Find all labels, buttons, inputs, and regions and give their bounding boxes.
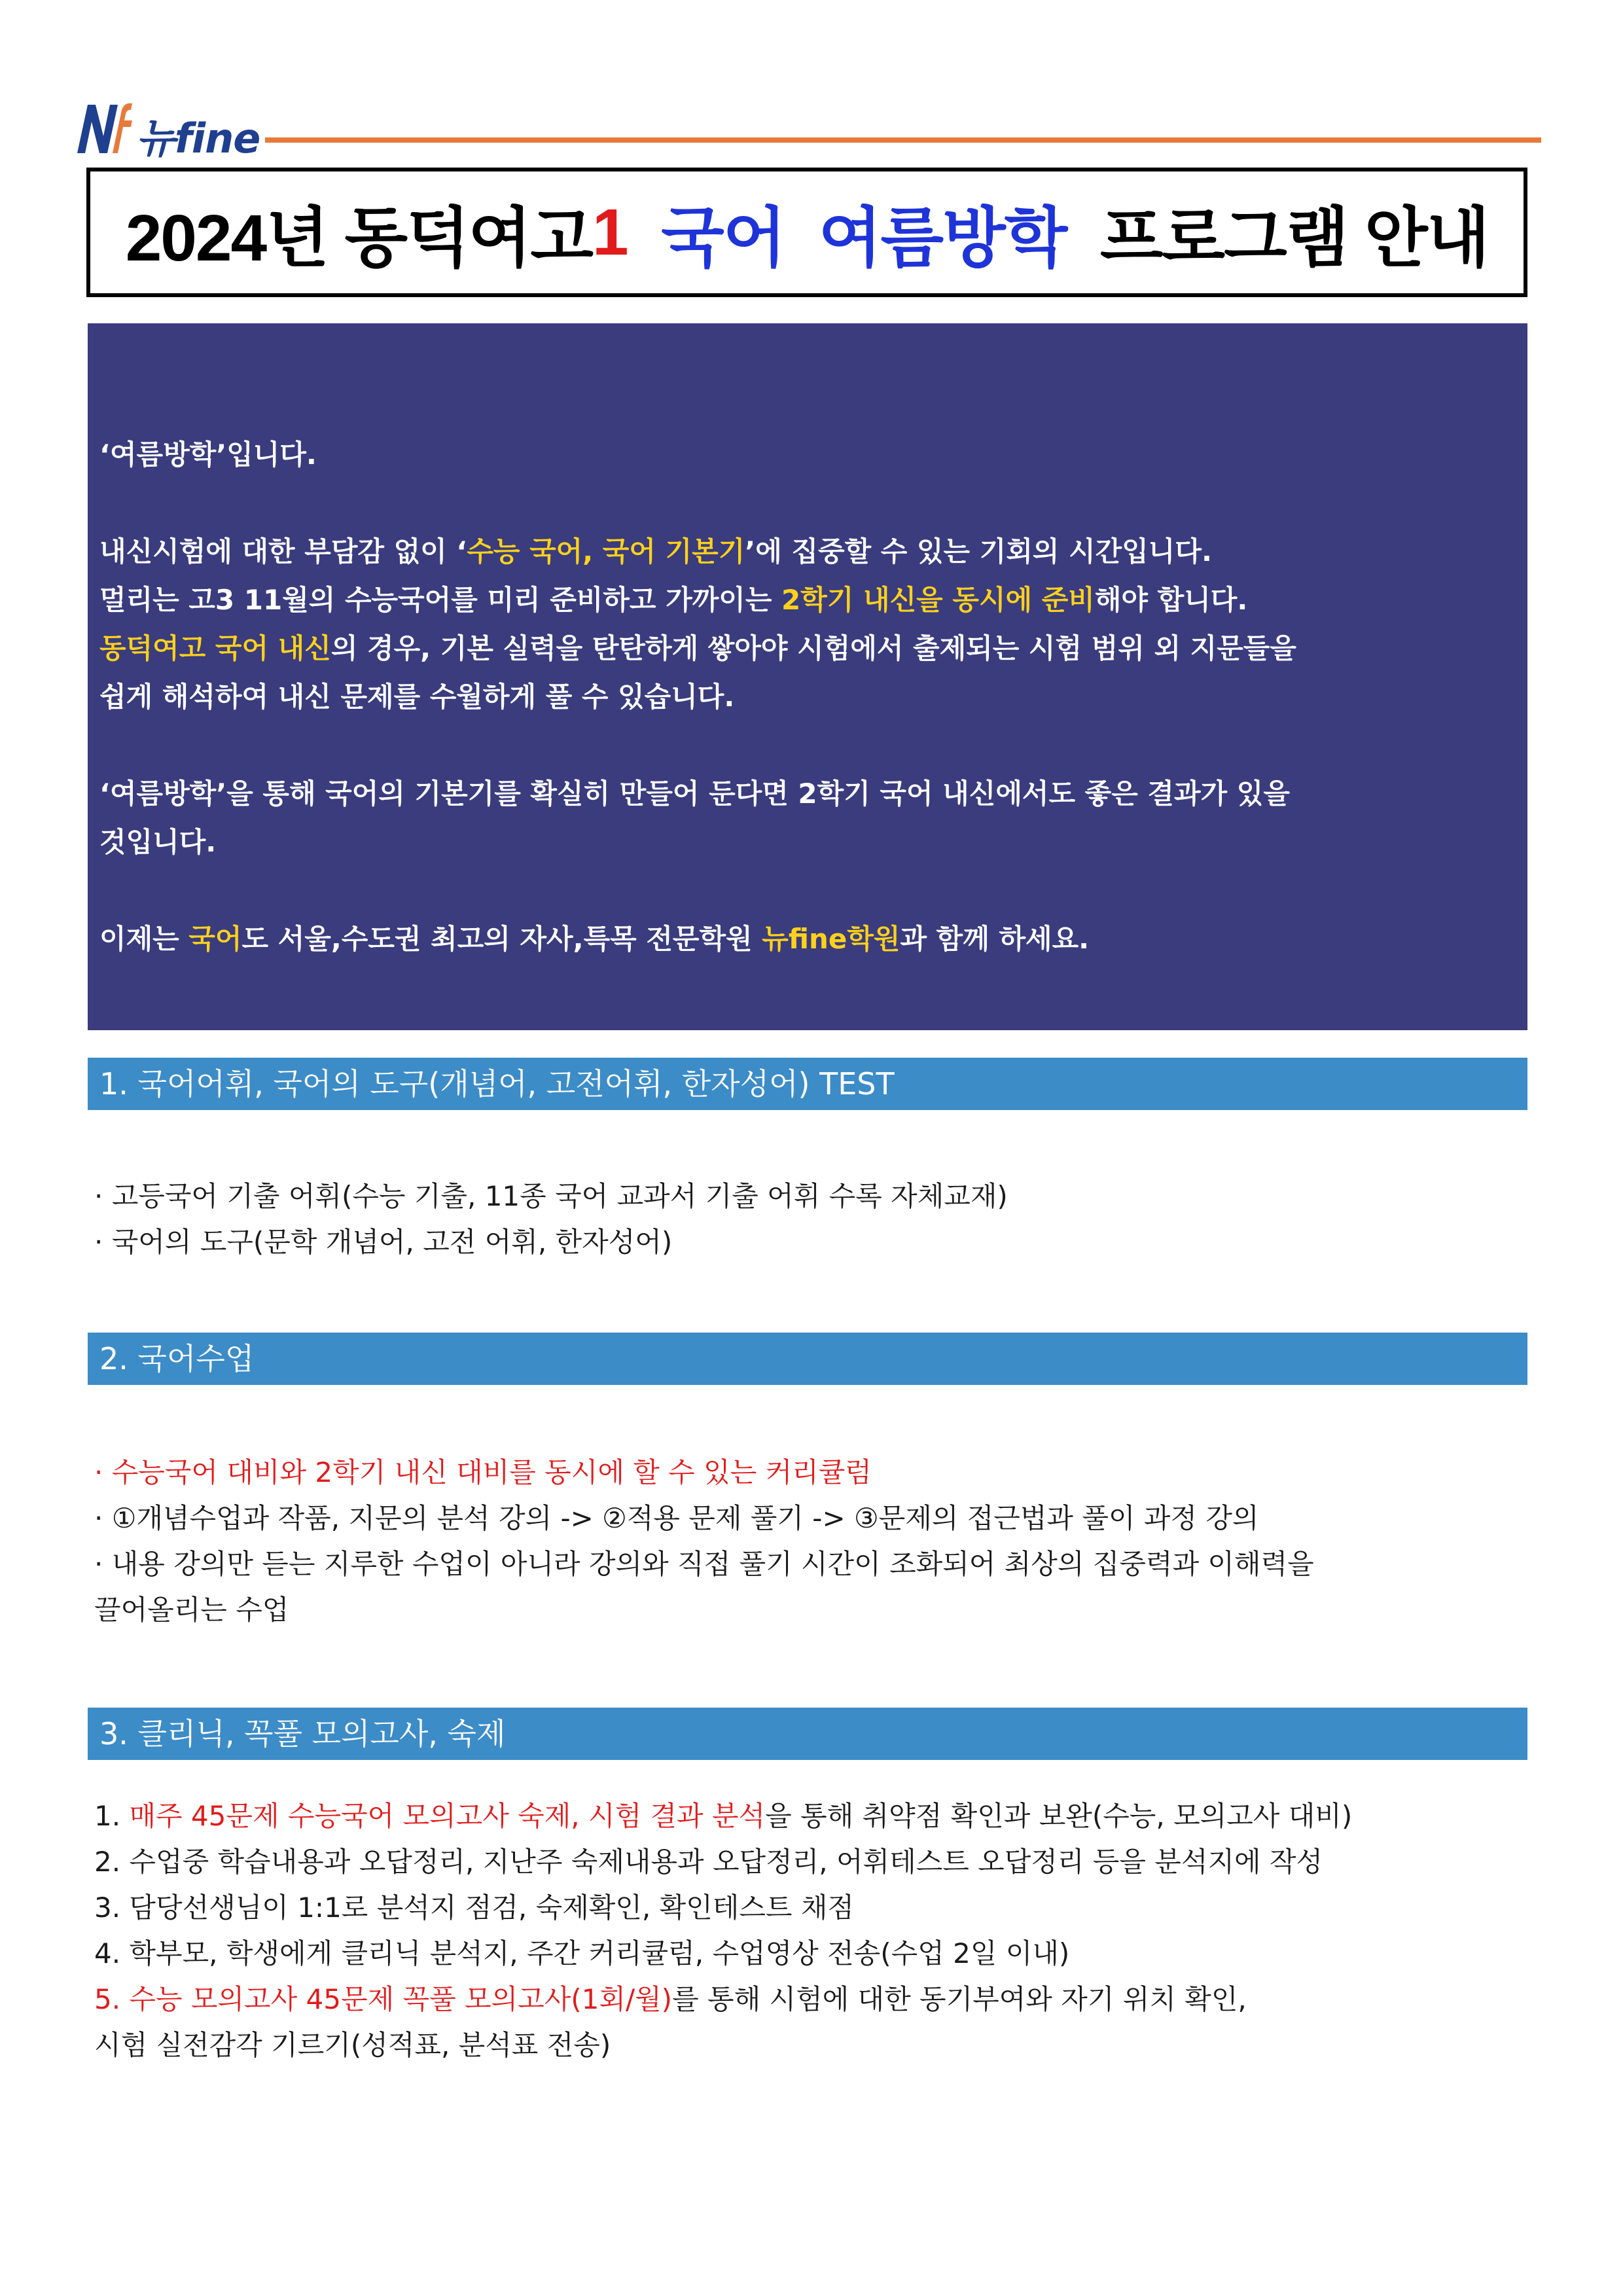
list-item: · 내용 강의만 듣는 지루한 수업이 아니라 강의와 직접 풀기 시간이 조화되어 최상의 집중력과 이해력을 bbox=[94, 1548, 1314, 1580]
list-item: · 국어의 도구(문학 개념어, 고전 어휘, 한자성어) bbox=[94, 1226, 673, 1258]
section-body-class bbox=[94, 1450, 1534, 1633]
title-part-program: 프로그램 안내 bbox=[1099, 202, 1489, 275]
title-part-subject: 국어 bbox=[661, 202, 785, 275]
list-item: 끌어올리는 수업 bbox=[94, 1594, 289, 1626]
intro-highlight: 뉴fine학원 bbox=[762, 923, 901, 955]
section-body-vocab-test bbox=[94, 1174, 1534, 1265]
section-heading-clinic: 3. 클리닉, 꼭풀 모의고사, 숙제 bbox=[88, 1708, 1527, 1760]
intro-line: ‘여름방학’입니다. bbox=[99, 439, 317, 471]
header-rule bbox=[265, 137, 1541, 143]
title-part-season: 여름방학 bbox=[818, 202, 1067, 275]
section-body-clinic bbox=[94, 1793, 1534, 2068]
list-item: 1. 매주 45문제 수능국어 모의고사 숙제, 시험 결과 분석을 통해 취약점 확인과 보완(수능, 모의고사 대비) bbox=[94, 1800, 1353, 1832]
intro-line: 내신시험에 대한 부담감 없이 ‘수능 국어, 국어 기본기’에 집중할 수 있는 기회의 시간입니다. bbox=[99, 535, 1212, 567]
title-part-grade: 1 bbox=[592, 195, 628, 269]
list-item: · 고등국어 기출 어휘(수능 기출, 11종 국어 교과서 기출 어휘 수록 자체교재) bbox=[94, 1180, 1008, 1212]
section-heading-vocab-test: 1. 국어어휘, 국어의 도구(개념어, 고전어휘, 한자성어) TEST bbox=[88, 1058, 1527, 1110]
nf-logo-icon bbox=[73, 98, 134, 158]
intro-line: 것입니다. bbox=[99, 826, 217, 858]
intro-line: ‘여름방학’을 통해 국어의 기본기를 확실히 만들어 둔다면 2학기 국어 내신에서도 좋은 결과가 있을 bbox=[99, 778, 1290, 810]
intro-line: 멀리는 고3 11월의 수능국어를 미리 준비하고 가까이는 2학기 내신을 동시에 준비해야 합니다. bbox=[99, 584, 1248, 616]
intro-highlight: 국어 bbox=[188, 923, 242, 955]
list-item: 2. 수업중 학습내용과 오답정리, 지난주 숙제내용과 오답정리, 어휘테스트 오답정리 등을 분석지에 작성 bbox=[94, 1846, 1323, 1878]
intro-highlight: 수능 국어, 국어 기본기 bbox=[467, 535, 745, 567]
list-item: 4. 학부모, 학생에게 클리닉 분석지, 주간 커리큘럼, 수업영상 전송(수업 2일 이내) bbox=[94, 1937, 1070, 1969]
intro-box bbox=[88, 323, 1527, 1030]
list-item: 3. 담당선생님이 1:1로 분석지 점검, 숙제확인, 확인테스트 채점 bbox=[94, 1892, 854, 1924]
intro-highlight: 2학기 내신을 동시에 준비 bbox=[781, 584, 1095, 616]
highlight-text: 5. 수능 모의고사 45문제 꼭풀 모의고사(1회/월) bbox=[94, 1983, 673, 2015]
logo-text: 뉴fine bbox=[136, 115, 260, 162]
intro-line: 쉽게 해석하여 내신 문제를 수월하게 풀 수 있습니다. bbox=[99, 681, 735, 713]
intro-line: 동덕여고 국어 내신의 경우, 기본 실력을 탄탄하게 쌓아야 시험에서 출제되는 시험 범위 외 지문들을 bbox=[99, 632, 1296, 664]
page-title bbox=[86, 168, 1527, 297]
highlight-text: 매주 45문제 수능국어 모의고사 숙제, 시험 결과 분석 bbox=[129, 1800, 766, 1832]
list-item: 시험 실전감각 기르기(성적표, 분석표 전송) bbox=[94, 2029, 611, 2061]
list-item: · ①개념수업과 작품, 지문의 분석 강의 -> ②적용 문제 풀기 -> ③문제의 접근법과 풀이 과정 강의 bbox=[94, 1502, 1259, 1534]
intro-line: 이제는 국어도 서울,수도권 최고의 자사,특목 전문학원 뉴fine학원과 함께 하세요. bbox=[99, 923, 1090, 955]
intro-highlight: 동덕여고 국어 내신 bbox=[99, 632, 331, 664]
list-item: · 수능국어 대비와 2학기 내신 대비를 동시에 할 수 있는 커리큘럼 bbox=[94, 1456, 872, 1488]
list-item: 5. 수능 모의고사 45문제 꼭풀 모의고사(1회/월)를 통해 시험에 대한 동기부여와 자기 위치 확인, bbox=[94, 1983, 1247, 2015]
section-heading-class: 2. 국어수업 bbox=[88, 1333, 1527, 1385]
title-part-year-school: 2024년 동덕여고 bbox=[125, 202, 592, 275]
